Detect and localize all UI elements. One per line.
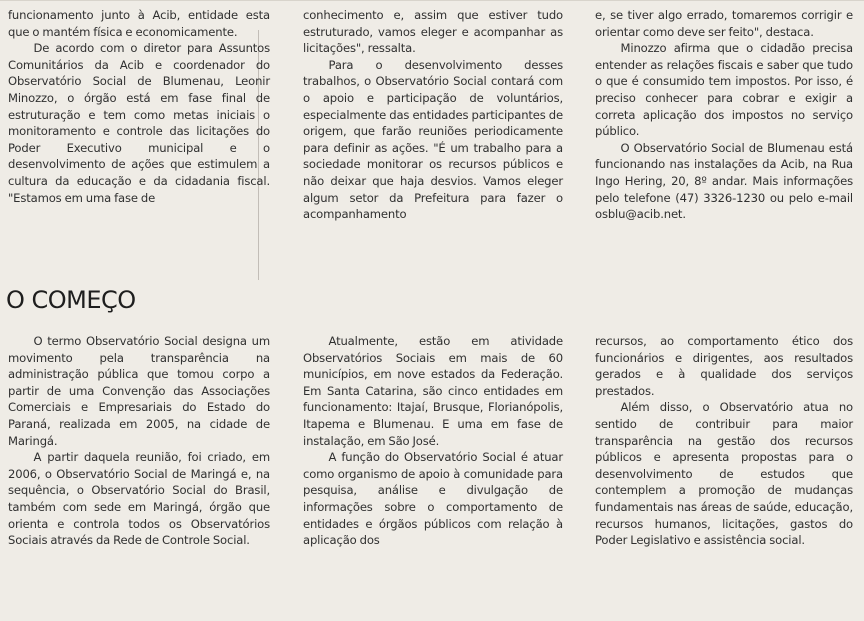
bottom-column-2 [303,333,563,549]
bottom-column-1 [8,333,270,549]
paragraph: Além disso, o Observatório atua no sentido de contribuir para maior transparência na gestão dos recursos públicos e apresenta propostas para o desenvolvimento de estudos que contemplem a promoção de mudanças fundamentais nas áreas de saúde, educação, recursos humanos, licitações, gastos do Poder Legislativo e assistência social. [595,400,853,548]
paragraph: funcionamento junto à Acib, entidade esta que o mantém física e economicamente. [8,8,270,39]
top-column-1 [8,7,270,206]
paragraph: conhecimento e, assim que estiver tudo estruturado, vamos eleger e acompanhar as licitações", ressalta. [303,8,563,56]
top-edge-rule [0,0,864,1]
paragraph: O Observatório Social de Blumenau está funcionando nas instalações da Acib, na Rua Ingo Hering, 20, 8º andar. Mais informações pelo telefone (47) 3326-1230 ou pelo e-mail osblu@acib.net. [595,140,853,222]
paragraph: A partir daquela reunião, foi criado, em 2006, o Observatório Social de Maringá e, na sequência, o Observatório Social do Brasil, também com sede em Maringá, órgão que orienta e controla todos os Observatórios Sociais através da Rede de Controle Social. [8,450,270,548]
paragraph: Atualmente, estão em atividade Observatórios Sociais em mais de 60 municípios, em nove estados da Federação. Em Santa Catarina, são cinco entidades em funcionamento: Itajaí, Brusque, Florianópolis, Itapema e Blumenau. E uma em fase de instalação, em São José. [303,334,563,448]
paragraph: O termo Observatório Social designa um movimento pela transparência na administração pública que tomou corpo a partir de uma Convenção das Associações Comerciais e Empresariais do Estado do Paraná, realizada em 2005, na cidade de Maringá. [8,334,270,448]
paragraph: A função do Observatório Social é atuar como organismo de apoio à comunidade para pesquisa, análise e divulgação de informações sobre o comportamento de entidades e órgãos públicos com relação à aplicação dos [303,450,563,548]
paragraph: recursos, ao comportamento ético dos funcionários e dirigentes, aos resultados gerados e à qualidade dos serviços prestados. [595,334,853,398]
section-heading: O COMEÇO [6,286,136,314]
paragraph: De acordo com o diretor para Assuntos Comunitários da Acib e coordenador do Observatório Social de Blumenau, Leonir Minozzo, o órgão está em fase final de estruturação e tem como metas iniciais o monitoramento e controle das licitações do Poder Executivo municipal e o desenvolvimento de ações que estimulem a cultura da educação e da cidadania fiscal. "Estamos em uma fase de [8,41,270,205]
paragraph: Para o desenvolvimento desses trabalhos, o Observatório Social contará com o apoio e participação de voluntários, especialmente das entidades participantes de origem, que farão reuniões periodicamente para definir as ações. "É um trabalho para a sociedade monitorar os recursos públicos e não deixar que haja desvios. Vamos eleger algum setor da Prefeitura para fazer o acompanhamento [303,57,563,222]
paragraph: e, se tiver algo errado, tomaremos corrigir e orientar como deve ser feito", destaca. [595,8,853,39]
paragraph: Minozzo afirma que o cidadão precisa entender as relações fiscais e saber que tudo o que é consumido tem impostos. Por isso, é preciso conhecer para cobrar e exigir a correta aplicação dos impostos no serviço público. [595,41,853,139]
top-column-3 [595,7,853,223]
top-column-2 [303,7,563,223]
bottom-column-3 [595,333,853,549]
